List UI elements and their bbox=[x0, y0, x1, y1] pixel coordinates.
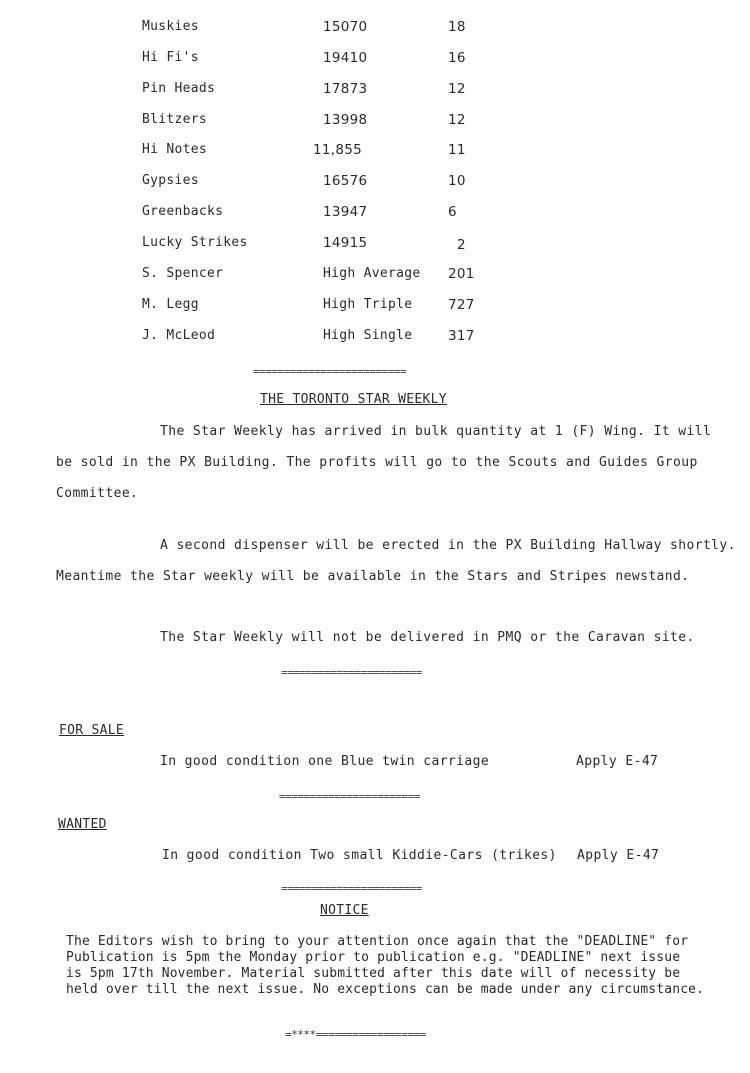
team-name: Gypsies bbox=[142, 173, 199, 188]
bowler-name: S. Spencer bbox=[142, 266, 224, 281]
score-value: 317 bbox=[448, 328, 475, 344]
team-points: 16 bbox=[448, 50, 466, 66]
section-heading-notice: NOTICE bbox=[320, 903, 369, 918]
standings-row bbox=[0, 50, 750, 70]
team-points: 18 bbox=[448, 19, 466, 35]
classified-apply: Apply E-47 bbox=[576, 754, 659, 769]
bowler-name: J. McLeod bbox=[142, 328, 216, 343]
team-pins: 19410 bbox=[323, 50, 368, 66]
team-points: 6 bbox=[448, 204, 457, 220]
standings-row bbox=[0, 19, 750, 39]
team-pins: 16576 bbox=[323, 173, 368, 189]
paragraph-line: be sold in the PX Building. The profits will go to the Scouts and Guides Group bbox=[56, 455, 698, 470]
team-pins: 11,855 bbox=[313, 142, 363, 158]
standings-row bbox=[0, 204, 750, 224]
team-points: 11 bbox=[448, 142, 466, 158]
notice-line: Publication is 5pm the Monday prior to publication e.g. "DEADLINE" next issue bbox=[66, 950, 681, 965]
standings-row bbox=[0, 142, 750, 162]
notice-line: is 5pm 17th November. Material submitted after this date will of necessity be bbox=[66, 966, 681, 981]
paragraph-line: The Star Weekly has arrived in bulk quantity at 1 (F) Wing. It will bbox=[160, 424, 712, 439]
section-heading-star-weekly: THE TORONTO STAR WEEKLY bbox=[260, 392, 447, 407]
score-label: High Single bbox=[323, 328, 413, 343]
high-score-row bbox=[0, 328, 750, 348]
classified-item: In good condition one Blue twin carriage bbox=[160, 754, 490, 769]
standings-row bbox=[0, 173, 750, 193]
team-pins: 15070 bbox=[323, 19, 368, 35]
bowler-name: M. Legg bbox=[142, 297, 199, 312]
team-name: Hi Notes bbox=[142, 142, 208, 157]
high-score-row bbox=[0, 297, 750, 317]
notice-line: held over till the next issue. No exceptions can be made under any circumstance. bbox=[66, 982, 705, 997]
standings-row bbox=[0, 112, 750, 132]
score-label: High Average bbox=[323, 266, 421, 281]
team-points: 10 bbox=[448, 173, 466, 189]
classified-item: In good condition Two small Kiddie-Cars (trikes) bbox=[162, 848, 557, 863]
section-heading-wanted: WANTED bbox=[58, 817, 107, 832]
team-name: Greenbacks bbox=[142, 204, 224, 219]
team-pins: 13998 bbox=[323, 112, 368, 128]
paragraph-line: Committee. bbox=[56, 486, 139, 501]
score-label: High Triple bbox=[323, 297, 413, 312]
standings-row bbox=[0, 81, 750, 101]
team-name: Muskies bbox=[142, 19, 199, 34]
paragraph-line: The Star Weekly will not be delivered in PMQ or the Caravan site. bbox=[160, 630, 695, 645]
divider-rule: ======================= bbox=[281, 666, 422, 679]
score-value: 201 bbox=[448, 266, 475, 282]
team-pins: 13947 bbox=[323, 204, 368, 220]
section-heading-for-sale: FOR SALE bbox=[59, 723, 125, 738]
high-score-row bbox=[0, 266, 750, 286]
score-value: 727 bbox=[448, 297, 475, 313]
paragraph-line: Meantime the Star weekly will be available in the Stars and Stripes newstand. bbox=[56, 569, 690, 584]
team-points: 12 bbox=[448, 112, 466, 128]
team-points: 12 bbox=[448, 81, 466, 97]
team-name: Hi Fi's bbox=[142, 50, 199, 65]
divider-rule: ======================= bbox=[279, 790, 420, 803]
paragraph-line: A second dispenser will be erected in the PX Building Hallway shortly. bbox=[160, 538, 736, 553]
team-name: Lucky Strikes bbox=[142, 235, 248, 250]
divider-rule: ======================= bbox=[281, 882, 422, 895]
team-pins: 17873 bbox=[323, 81, 368, 97]
team-name: Pin Heads bbox=[142, 81, 216, 96]
classified-apply: Apply E-47 bbox=[577, 848, 660, 863]
team-pins: 14915 bbox=[323, 235, 368, 251]
team-points: 2 bbox=[457, 237, 466, 253]
team-name: Blitzers bbox=[142, 112, 208, 127]
notice-line: The Editors wish to bring to your attention once again that the "DEADLINE" for bbox=[66, 934, 689, 949]
divider-rule: ========================= bbox=[253, 365, 407, 378]
standings-row bbox=[0, 235, 750, 255]
divider-rule: =****================== bbox=[285, 1028, 426, 1041]
